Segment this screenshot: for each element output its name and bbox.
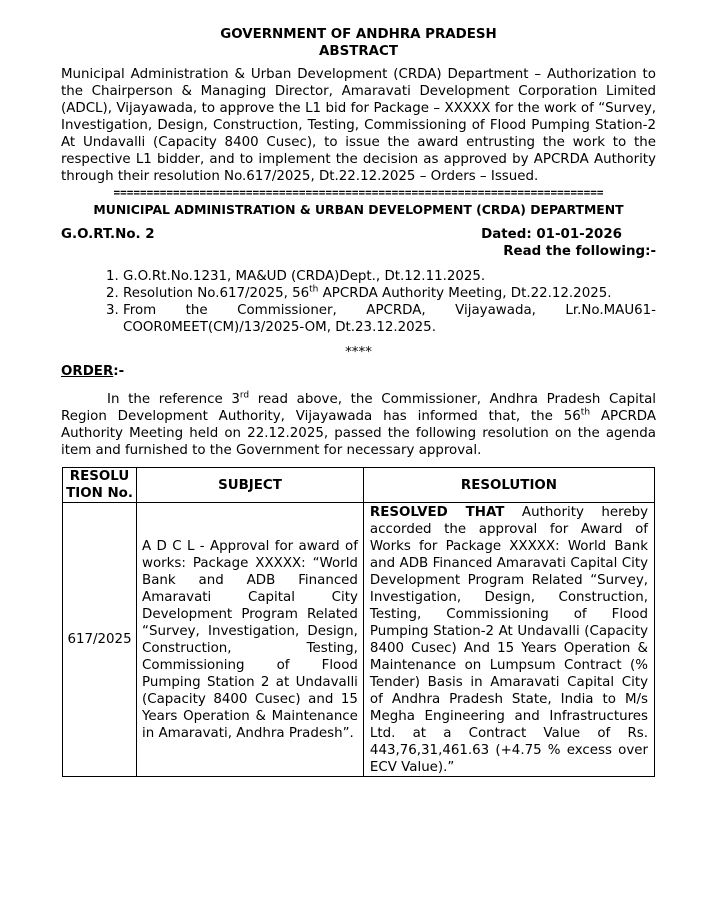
department-name: MUNICIPAL ADMINISTRATION & URBAN DEVELOPMENT (CRDA) DEPARTMENT bbox=[93, 202, 624, 217]
header-resolution-no: RESOLUTION No. bbox=[63, 468, 137, 503]
read-following: Read the following:- bbox=[503, 244, 656, 259]
reference-item bbox=[123, 302, 656, 336]
order-heading bbox=[61, 361, 656, 380]
ordinal-superscript: th bbox=[580, 407, 591, 418]
resolution-text bbox=[363, 503, 654, 777]
order-label: ORDER bbox=[61, 364, 114, 379]
resolution-table bbox=[62, 467, 655, 777]
reference-text: G.O.Rt.No.1231, MA&UD (CRDA)Dept., Dt.12.11.2025. bbox=[123, 269, 486, 284]
reference-item bbox=[123, 285, 656, 302]
go-date: Dated: 01-01-2026 bbox=[481, 227, 622, 242]
go-number: G.O.RT.No. 2 bbox=[61, 227, 155, 242]
government-title: GOVERNMENT OF ANDHRA PRADESH bbox=[220, 27, 497, 42]
header-subject: SUBJECT bbox=[137, 468, 364, 503]
abstract-heading: ABSTRACT bbox=[319, 44, 398, 59]
document-page bbox=[61, 26, 656, 777]
header-resolution: RESOLUTION bbox=[363, 468, 654, 503]
order-suffix: :- bbox=[113, 364, 125, 379]
separator-line: ========================================================================== bbox=[113, 187, 604, 199]
resolution-body: Authority hereby accorded the approval for Award of Works for Package XXXXX: World Bank and ADB Financed Amaravati Capital City Development Program Related “Survey, Investigation, Design, Construction, Testing, Commissioning of Flood Pumping Station-2 At Undavalli (Capacity 8400 Cusec) And 15 Years Operation & Maintenance on Lumpsum Contract (% Tender) Basis in Amaravati Capital City of Andhra Pradesh State, India to M/s Megha Engineering and Infrastructures Ltd. at a Contract Value of Rs. 443,76,31,461.63 (+4.75 % excess over ECV Value).” bbox=[369, 505, 648, 775]
reference-text: Resolution No.617/2025, 56 bbox=[123, 286, 310, 301]
table-row bbox=[63, 503, 655, 777]
resolution-subject: A D C L - Approval for award of works: Package XXXXX: “World Bank and ADB Financed Amaravati Capital City Development Program Related “Survey, Investigation, Design, Construction, Testing, Commissioning of Flood Pumping Station 2 at Undavalli (Capacity 8400 Cusec) and 15 Years Operation & Maintenance in Amaravati, Andhra Pradesh”. bbox=[137, 503, 364, 777]
paragraph-text: read above, the Commissioner, Andhra Pradesh Capital Region Development Authority, Vijayawada has informed that, the 56 bbox=[61, 392, 657, 424]
paragraph-text: APCRDA Authority Meeting held on 22.12.2025, passed the following resolution on the agenda item and furnished to the Government for necessary approval. bbox=[61, 409, 657, 458]
section-stars: **** bbox=[345, 345, 372, 360]
reference-text: From the Commissioner, APCRDA, Vijayawada, Lr.No.MAU61-COOR0MEET(CM)/13/2025-OM, Dt.23.12.2025. bbox=[123, 303, 656, 335]
abstract-text: Municipal Administration & Urban Development (CRDA) Department – Authorization to the Chairperson & Managing Director, Amaravati Development Corporation Limited (ADCL), Vijayawada, to approve the L1 bid for Package – XXXXX for the work of “Survey, Investigation, Design, Construction, Testing, Commissioning of Flood Pumping Station-2 At Undavalli (Capacity 8400 Cusec), to issue the award entrusting the work to the respective L1 bidder, and to implement the decision as approved by APCRDA Authority through their resolution No.617/2025, Dt.22.12.2025 – Orders – Issued. bbox=[61, 67, 656, 184]
order-paragraph bbox=[61, 391, 656, 459]
resolution-number: 617/2025 bbox=[63, 503, 137, 777]
reference-list bbox=[61, 268, 656, 336]
resolution-lead: RESOLVED THAT bbox=[369, 505, 505, 520]
paragraph-text: In the reference 3 bbox=[107, 392, 240, 407]
reference-text: APCRDA Authority Meeting, Dt.22.12.2025. bbox=[318, 286, 612, 301]
ordinal-superscript: th bbox=[309, 284, 319, 295]
go-row bbox=[61, 226, 656, 243]
ordinal-superscript: rd bbox=[239, 390, 250, 401]
table-header-row bbox=[63, 468, 655, 503]
reference-item bbox=[123, 268, 656, 285]
